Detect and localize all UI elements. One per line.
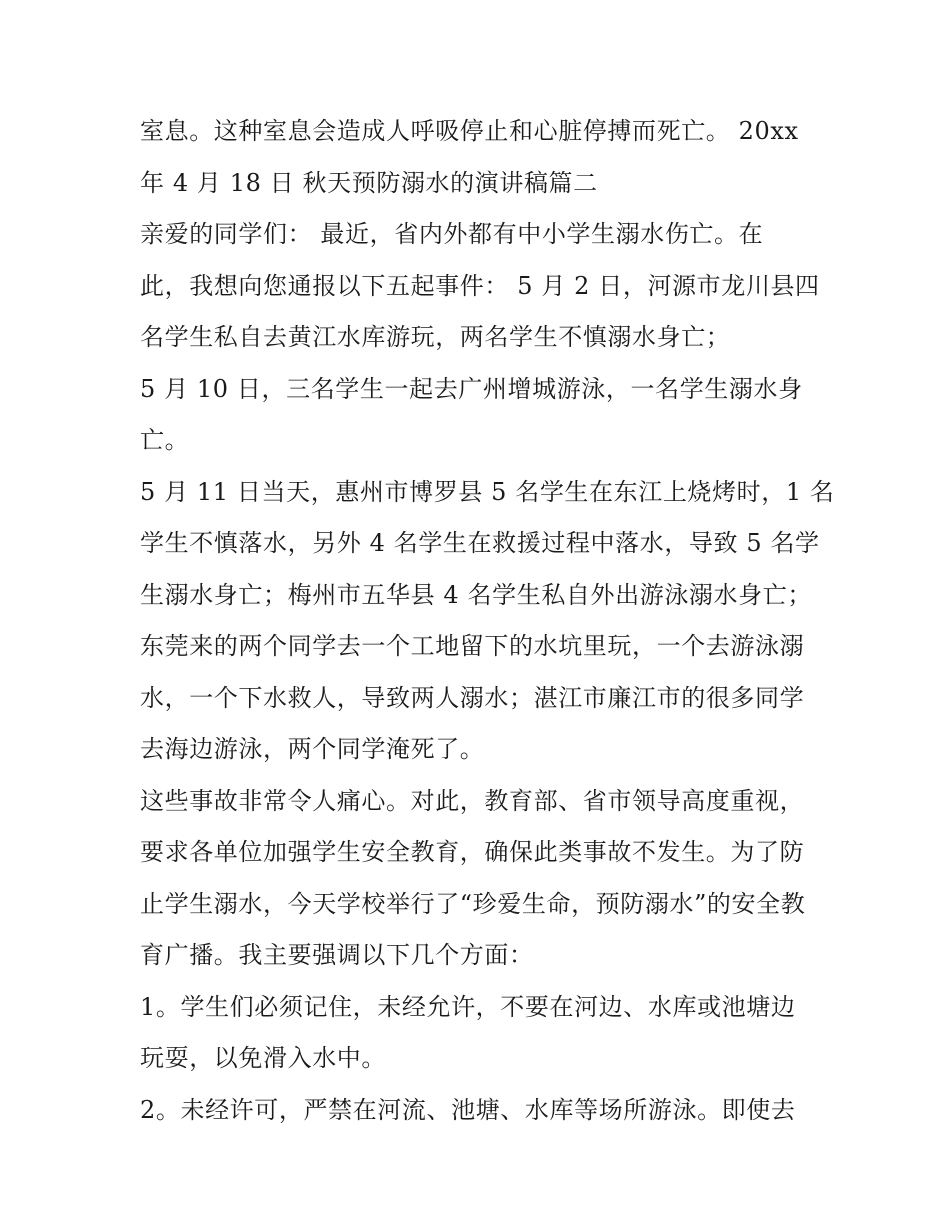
text-line: 年 4 月 18 日 秋天预防溺水的演讲稿篇二 <box>140 168 598 197</box>
text-line: 此，我想向您通报以下五起事件： 5 月 2 日，河源市龙川县四 <box>140 271 820 300</box>
text-line: 东莞来的两个同学去一个工地留下的水坑里玩，一个去游泳溺 <box>140 632 805 660</box>
text-line: 亡。 <box>140 426 190 454</box>
text-line: 学生不慎落水，另外 4 名学生在救援过程中落水，导致 5 名学 <box>140 529 820 557</box>
text-line: 亲爱的同学们： 最近，省内外都有中小学生溺水伤亡。在 <box>140 220 764 248</box>
document-body <box>140 106 835 1136</box>
text-line: 5 月 11 日当天，惠州市博罗县 5 名学生在东江上烧烤时，1 名 <box>140 477 835 506</box>
text-line: 室息。这种室息会造成人呼吸停止和心脏停搏而死亡。 20xx <box>140 117 799 145</box>
text-line: 止学生溺水，今天学校举行了“珍爱生命，预防溺水”的安全教 <box>140 889 806 918</box>
text-line: 要求各单位加强学生安全教育，确保此类事故不发生。为了防 <box>140 838 805 866</box>
text-line: 水，一个下水救人，导致两人溺水；湛江市廉江市的很多同学 <box>140 683 805 712</box>
text-line: 名学生私自去黄江水库游玩，两名学生不慎溺水身亡； <box>140 323 731 351</box>
text-line: 玩耍，以免滑入水中。 <box>140 1044 386 1072</box>
text-line: 这些事故非常令人痛心。对此，教育部、省市领导高度重视， <box>140 786 805 815</box>
text-line: 生溺水身亡；梅州市五华县 4 名学生私自外出游泳溺水身亡； <box>140 580 812 609</box>
text-line: 1。学生们必须记住，未经允许，不要在河边、水库或池塘边 <box>140 992 796 1021</box>
text-line: 育广播。我主要强调以下几个方面： <box>140 941 534 969</box>
text-line: 5 月 10 日，三名学生一起去广州增城游泳，一名学生溺水身 <box>140 374 803 403</box>
text-line: 2。未经许可，严禁在河流、池塘、水库等场所游泳。即使去 <box>140 1095 796 1124</box>
text-line: 去海边游泳，两个同学淹死了。 <box>140 735 485 763</box>
